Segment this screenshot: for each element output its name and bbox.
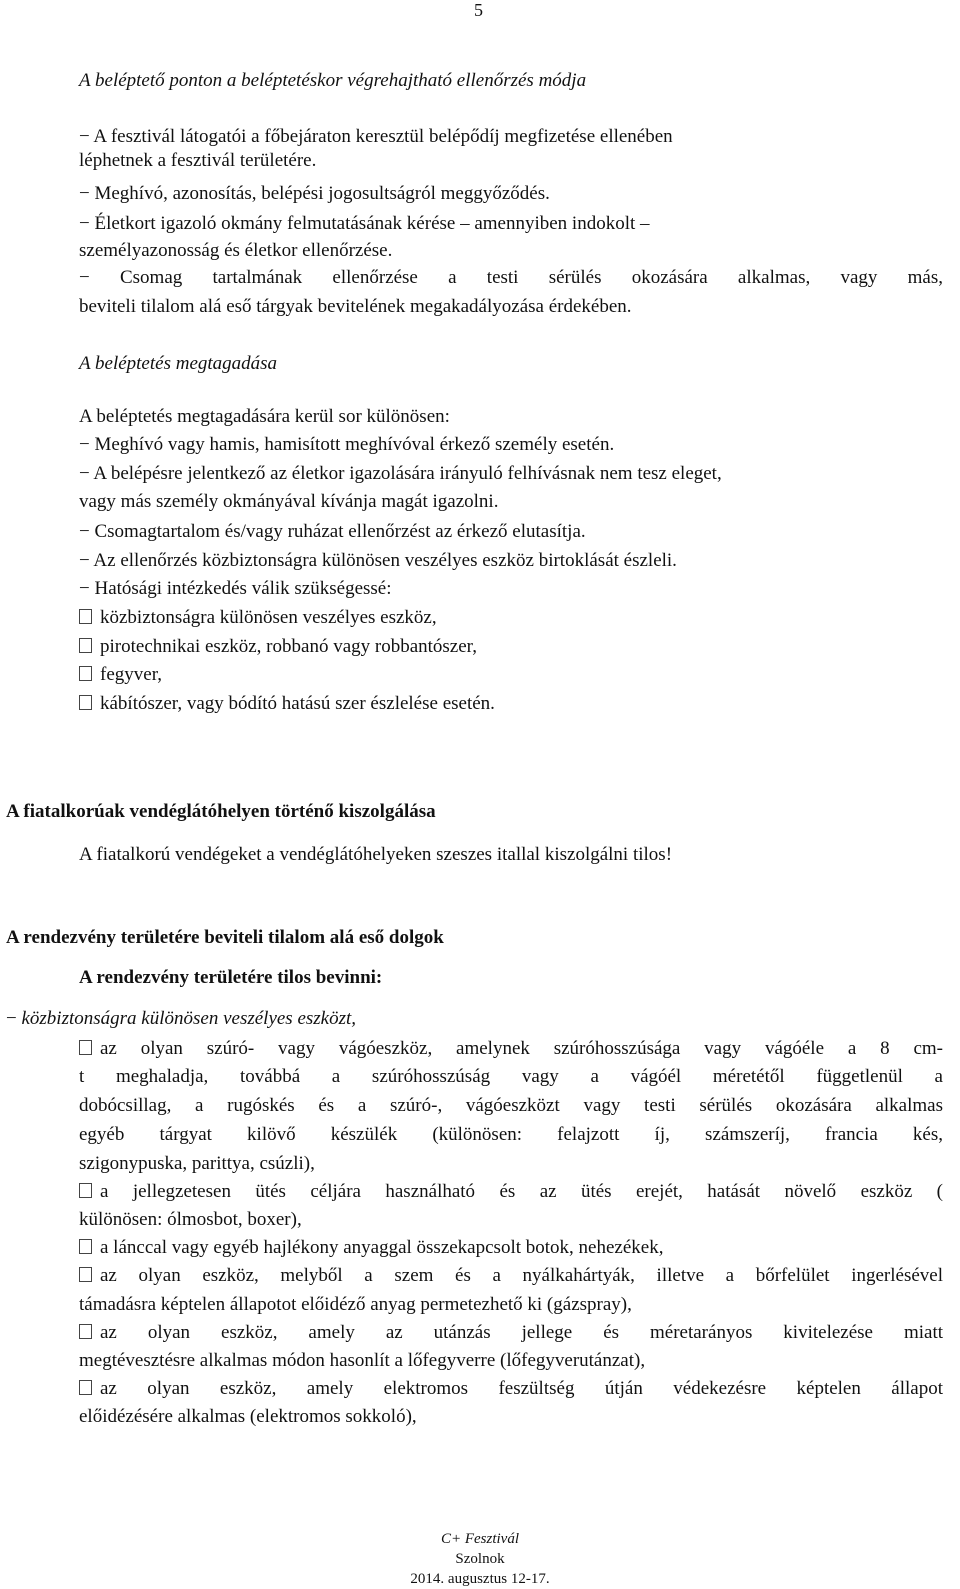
square-bullet-icon [79, 666, 92, 681]
square-bullet-icon [79, 695, 92, 710]
dash-bullet: − [79, 183, 90, 204]
footer-city: Szolnok [455, 1551, 505, 1567]
list-item: − A belépésre jelentkező az életkor igazolására irányuló felhívásnak nem tesz eleget, [79, 463, 722, 484]
square-bullet-icon [79, 1239, 92, 1254]
sub-list-item: fegyver, [79, 660, 162, 689]
dash-bullet: − [79, 213, 90, 234]
sub-list-item: pirotechnikai eszköz, robbanó vagy robbantószer, [79, 632, 477, 661]
list-item-continuation: vagy más személy okmányával kívánja magát igazolni. [79, 491, 499, 512]
minors-rule-text: A fiatalkorú vendégeket a vendéglátóhelyeken szeszes itallal kiszolgálni tilos! [79, 844, 673, 865]
dash-bullet: − [79, 434, 90, 455]
square-bullet-icon [79, 1183, 92, 1198]
square-bullet-icon [79, 1324, 92, 1339]
prohibited-item-continuation: különösen: ólmosbot, boxer), [79, 1209, 302, 1230]
list-item: − Életkort igazoló okmány felmutatásának kérése – amennyiben indokolt – [79, 213, 650, 234]
list-item: − Meghívó, azonosítás, belépési jogosultságról meggyőződés. [79, 183, 550, 204]
sub-list-item: kábítószer, vagy bódító hatású szer észlelése esetén. [79, 689, 495, 718]
dash-bullet: − [79, 126, 90, 147]
section-heading-prohibited-items: A rendezvény területére beviteli tilalom alá eső dolgok [6, 927, 444, 948]
section-heading-refusal: A beléptetés megtagadása [79, 353, 278, 374]
prohibited-item: az olyan eszköz, amely az utánzás jellege és méretarányos kivitelezése miatt [79, 1318, 943, 1347]
list-item-continuation: léphetnek a fesztivál területére. [79, 150, 317, 171]
dash-bullet: − [79, 578, 90, 599]
footer-date: 2014. augusztus 12-17. [410, 1571, 550, 1587]
list-item: − Hatósági intézkedés válik szükségessé: [79, 578, 392, 599]
list-item: − A fesztivál látogatói a főbejáraton keresztül belépődíj megfizetése ellenében [79, 126, 673, 147]
prohibited-item: az olyan eszköz, amely elektromos feszültség útján védekezésre képtelen állapot [79, 1374, 943, 1403]
prohibited-item-continuation: dobócsillag, a rugóskés és a szúró-, vágóeszközt vagy testi sérülés okozására alkalmas [79, 1095, 943, 1116]
prohibited-item: az olyan eszköz, melyből a szem és a nyálkahártyák, illetve a bőrfelület ingerlésével [79, 1261, 943, 1290]
page-number: 5 [474, 0, 483, 20]
list-item: − Csomagtartalom és/vagy ruházat ellenőrzést az érkező elutasítja. [79, 521, 586, 542]
square-bullet-icon [79, 1380, 92, 1395]
section-subheading: A rendezvény területére tilos bevinni: [79, 967, 383, 988]
prohibited-item-continuation: támadásra képtelen állapotot előidéző anyag permetezhető ki (gázspray), [79, 1294, 632, 1315]
prohibited-item-continuation: szigonypuska, parittya, csúzli), [79, 1153, 315, 1174]
list-item: − Meghívó vagy hamis, hamisított meghívóval érkező személy esetén. [79, 434, 615, 455]
prohibited-item: az olyan szúró- vagy vágóeszköz, amelynek szúróhosszúsága vagy vágóéle a 8 cm- [79, 1034, 943, 1063]
footer-event-name: C+ Fesztivál [440, 1531, 520, 1547]
square-bullet-icon [79, 638, 92, 653]
square-bullet-icon [79, 609, 92, 624]
dash-bullet: − [79, 267, 90, 288]
prohibited-item: a lánccal vagy egyéb hajlékony anyaggal összekapcsolt botok, nehezékek, [79, 1233, 663, 1262]
list-item-continuation: beviteli tilalom alá eső tárgyak bevitelének megakadályozása érdekében. [79, 296, 632, 317]
list-item-continuation: személyazonosság és életkor ellenőrzése. [79, 240, 393, 261]
section-intro: A beléptetés megtagadására kerül sor különösen: [79, 406, 450, 427]
list-lead-item: − közbiztonságra különösen veszélyes eszközt, [6, 1008, 357, 1029]
prohibited-item-continuation: t meghaladja, továbbá a szúróhosszúság vagy a vágóél méretétől függetlenül a [79, 1066, 943, 1087]
square-bullet-icon [79, 1267, 92, 1282]
prohibited-item: a jellegzetesen ütés céljára használható és az ütés erejét, hatását növelő eszköz ( [79, 1177, 943, 1206]
prohibited-item-continuation: megtévesztésre alkalmas módon hasonlít a lőfegyverre (lőfegyverutánzat), [79, 1350, 646, 1371]
sub-list-item: közbiztonságra különösen veszélyes eszköz, [79, 603, 437, 632]
section-heading-entry-check: A beléptető ponton a beléptetéskor végrehajtható ellenőrzés módja [79, 70, 587, 91]
section-heading-minors: A fiatalkorúak vendéglátóhelyen történő kiszolgálása [6, 801, 436, 822]
dash-bullet: − [79, 521, 90, 542]
prohibited-item-continuation: egyéb tárgyat kilövő készülék (különösen: felajzott íj, számszeríj, francia kés, [79, 1124, 943, 1145]
dash-bullet: − [6, 1008, 17, 1029]
list-item: − Az ellenőrzés közbiztonságra különösen veszélyes eszköz birtoklását észleli. [79, 550, 677, 571]
prohibited-item-continuation: előidézésére alkalmas (elektromos sokkoló), [79, 1406, 417, 1427]
list-item: − Csomag tartalmának ellenőrzése a testi sérülés okozására alkalmas, vagy más, [79, 267, 943, 288]
dash-bullet: − [79, 463, 90, 484]
dash-bullet: − [79, 550, 90, 571]
square-bullet-icon [79, 1040, 92, 1055]
